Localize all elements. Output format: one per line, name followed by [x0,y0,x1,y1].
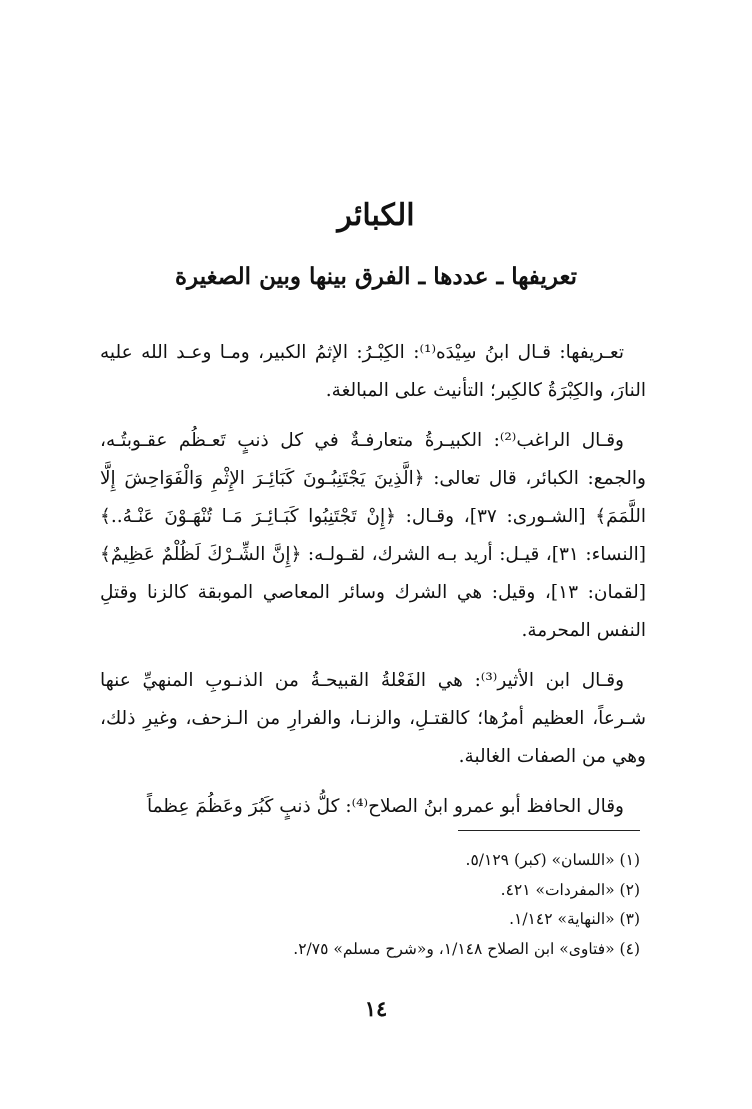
paragraph-ibn-al-salah: وقال الحافظ أبو عمرو ابنُ الصلاح⁽⁴⁾: كلُّ ذنبٍ كَبُرَ وعَظُمَ عِظماً [146,796,624,817]
chapter-title: الكبائر [337,198,415,233]
section-title: تعريفها ـ عددها ـ الفرق بينها وبين الصغيرة [174,263,578,290]
footnote-divider [458,830,640,831]
main-text [100,334,646,838]
footnote-1: (١) «اللسان» (كبر) ٥/١٢٩. [465,851,640,869]
footnote-4: (٤) «فتاوى» ابن الصلاح ١/١٤٨، و«شرح مسلم» ٢/٧٥. [293,939,640,958]
footnotes [160,846,640,964]
paragraph-definition: تعـريفها: قـال ابنُ سِيْدَه⁽¹⁾: الكِبْـرُ: الإثمُ الكبير، ومـا وعـد الله عليه النارَ، والكِبْرَةُ كالكِبر؛ التأنيث على المبالغة. [100,342,646,401]
paragraph-ibn-al-athir: وقـال ابن الأثير⁽³⁾: هي الفَعْلةُ القبيحـةُ من الذنـوبِ المنهيِّ عنها شـرعاً، العظيم أمرُها؛ كالقتـلِ، والزنـا، والفرارِ من الـزحف، وغيرِ ذلك، وهي من الصفات الغالبة. [100,670,646,767]
footnote-3: (٣) «النهاية» ١/١٤٢. [509,910,640,928]
paragraph-raghib: وقـال الراغب⁽²⁾: الكبيـرةُ متعارفـةٌ في كل ذنبٍ تَعـظُم عقـوبتُـه، والجمع: الكبائر، قال تعالى: ﴿الَّذِينَ يَجْتَنِبُـونَ كَبَائِـرَ الإِثْمِ وَالْفَوَاحِشَ إِلَّا اللَّمَمَ﴾ [الشـورى: ٣٧]، وقـال: ﴿إِنْ تَجْتَنِبُوا كَبَـائِـرَ مَـا تُنْهَـوْنَ عَنْـهُ..﴾ [النساء: ٣١]، قيـل: أريد بـه الشرك، لقـولـه: ﴿إِنَّ الشِّـرْكَ لَظُلْمٌ عَظِيمٌ﴾ [لقمان: ١٣]، وقيل: هي الشرك وسائر المعاصي الموبقة كالزنا وقتلِ النفس المحرمة. [100,430,647,641]
footnote-2: (٢) «المفردات» ٤٢١. [500,880,640,899]
page-number: ١٤ [364,996,388,1021]
